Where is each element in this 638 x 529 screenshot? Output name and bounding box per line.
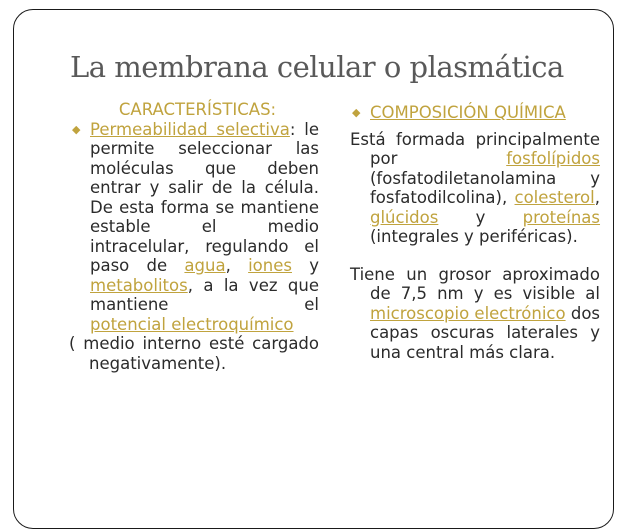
thickness-text-start: Tiene un grosor aproximado de 7,5 nm y es visible al	[350, 264, 600, 303]
characteristics-heading: CARACTERÍSTICAS:	[118, 100, 277, 119]
title-part-2: membrana celular	[114, 50, 376, 84]
link-colesterol[interactable]: colesterol	[514, 188, 595, 207]
characteristics-column	[70, 100, 319, 373]
title-part-3: o	[383, 50, 401, 84]
link-permeabilidad-selectiva[interactable]: Permeabilidad selectiva	[90, 119, 290, 139]
composition-paragraph	[350, 130, 600, 247]
colon: :	[289, 119, 296, 139]
conjunction: y	[309, 256, 320, 275]
permeability-text: le permite seleccionar las moléculas que deben entrar y salir de la célula. De esta forma se mantiene estable el medio intracelular, regulando el paso de	[90, 119, 320, 275]
paragraph-gap	[350, 247, 600, 265]
composition-heading-line	[350, 103, 600, 123]
link-proteinas[interactable]: proteínas	[522, 207, 601, 227]
composition-heading[interactable]: COMPOSICIÓN QUÍMICA	[370, 103, 566, 122]
link-iones[interactable]: iones	[248, 256, 292, 275]
comma: ,	[225, 256, 231, 275]
internal-medium-paragraph: ( medio interno esté cargado negativamente).	[69, 334, 319, 373]
link-fosfolipidos[interactable]: fosfolípidos	[506, 149, 600, 168]
link-glucidos[interactable]: glúcidos	[370, 207, 439, 227]
link-agua[interactable]: agua	[184, 256, 226, 275]
diamond-bullet-icon: ◆	[352, 106, 361, 119]
link-potencial-electroquimico[interactable]: potencial electroquímico	[90, 314, 294, 334]
diamond-bullet-icon: ◆	[72, 122, 81, 136]
composition-text-mid: (fosfatodiletanolamina y fosfatodilcolina),	[370, 168, 600, 207]
link-microscopio-electronico[interactable]: microscopio electrónico	[370, 303, 566, 323]
link-metabolitos[interactable]: metabolitos	[90, 275, 188, 295]
composition-column	[350, 103, 600, 362]
conjunction: y	[475, 207, 486, 227]
composition-text-end: (integrales y periféricas).	[370, 227, 578, 246]
title-part-1: La	[70, 50, 106, 84]
thickness-paragraph	[350, 265, 600, 363]
thickness-text-end: dos capas oscuras laterales y una central más clara.	[370, 303, 601, 362]
permeability-paragraph	[70, 120, 319, 335]
slide-title	[70, 50, 564, 84]
composition-text-start: Está formada principalmente por	[350, 129, 600, 168]
comma: ,	[594, 188, 600, 207]
permeability-text-2: , a la vez que mantiene el	[90, 275, 319, 314]
title-part-4: plasmática	[409, 50, 564, 84]
